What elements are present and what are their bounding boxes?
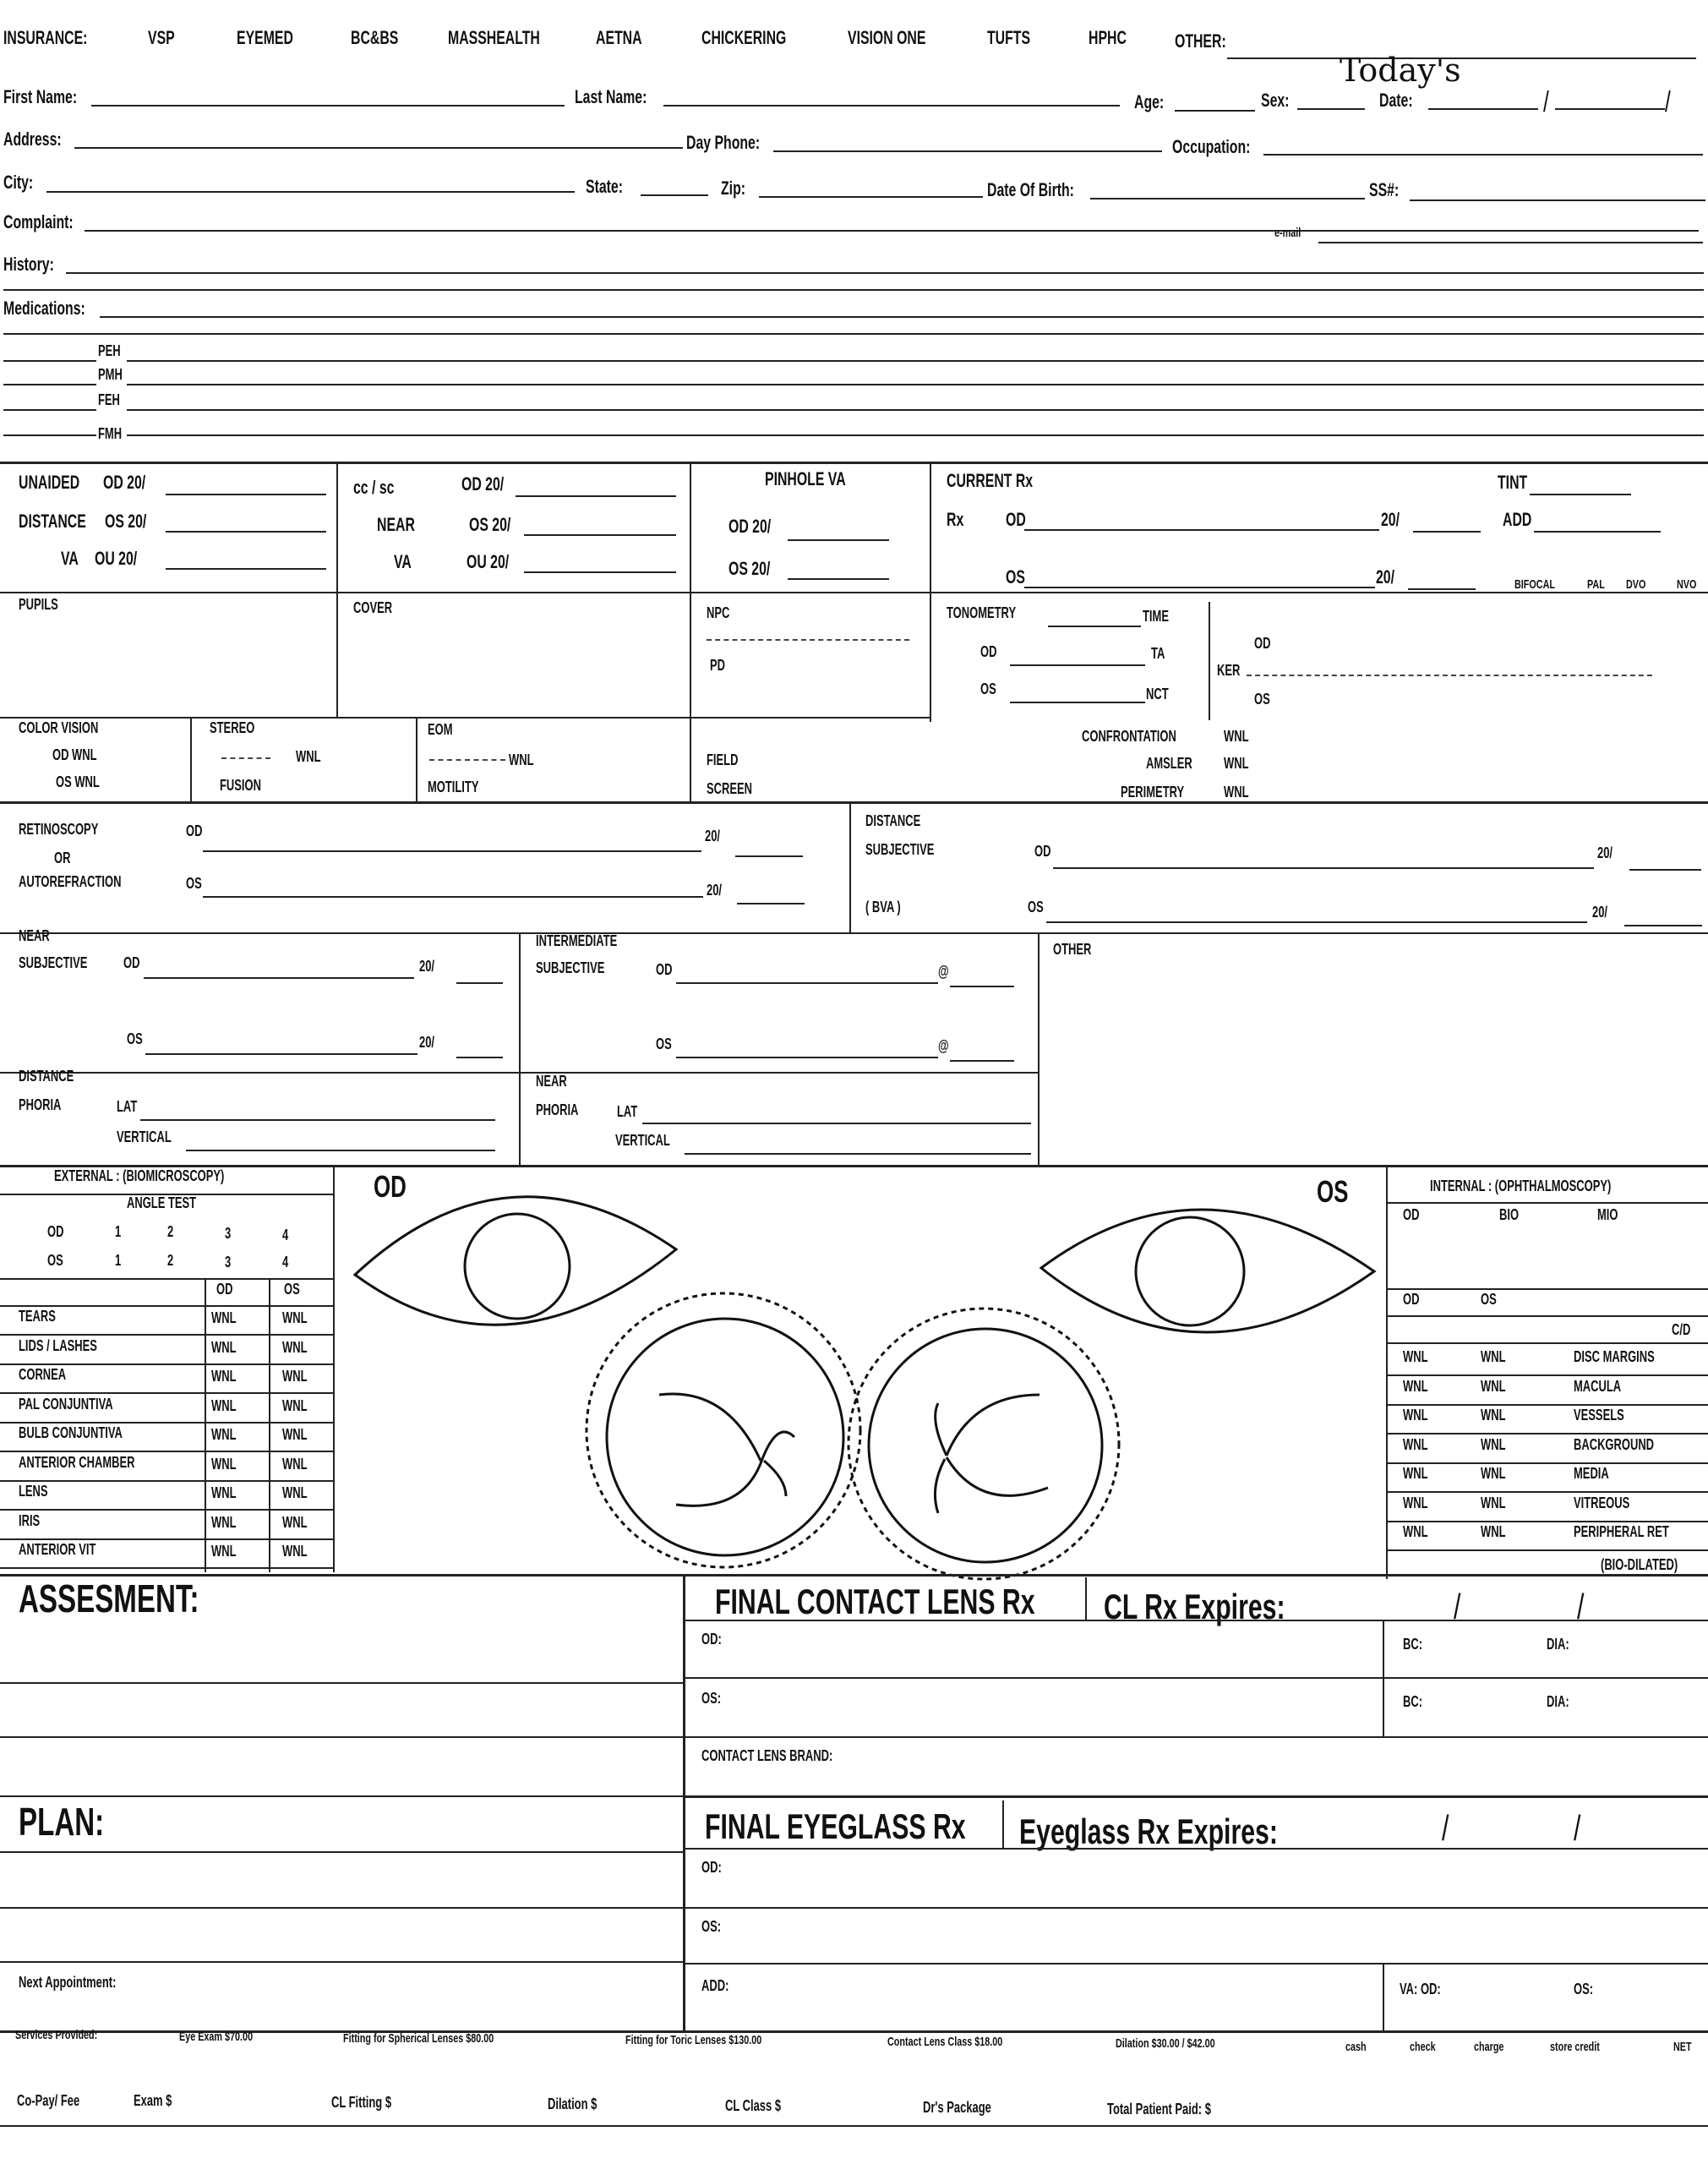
internal-os-wnl[interactable]: WNL [1481,1494,1506,1511]
angle-os-2[interactable]: 2 [167,1252,174,1269]
plan-line[interactable] [0,1851,683,1853]
external-os-wnl[interactable]: WNL [282,1368,308,1385]
ker-od-label: OD [1254,635,1271,652]
eye-expires-slash-1: / [1442,1808,1449,1848]
internal-os-wnl[interactable]: WNL [1481,1465,1506,1482]
motility-label: MOTILITY [428,779,479,795]
angle-od-2[interactable]: 2 [167,1223,174,1240]
service-fit-toric[interactable]: Fitting for Toric Lenses $130.00 [625,2033,762,2047]
unaided-os-label: OS 20/ [105,511,147,532]
payment-check[interactable]: check [1410,2040,1436,2054]
add-label: ADD [1503,509,1532,530]
internal-mio-col: MIO [1597,1206,1618,1223]
dilation-fee-label[interactable]: Dilation $ [548,2096,598,2112]
cl-line[interactable] [683,1736,1708,1738]
cl-os-dia-label: DIA: [1547,1693,1569,1710]
os-fundus-outer [849,1309,1119,1579]
eom-label: EOM [428,721,453,738]
eye-os-label: OS: [701,1918,722,1935]
os-fundus-inner [869,1329,1102,1562]
cl-brand-label: CONTACT LENS BRAND: [701,1747,833,1764]
internal-os-wnl[interactable]: WNL [1481,1348,1506,1365]
cl-expires-slash-1: / [1454,1587,1461,1626]
angle-os-4[interactable]: 4 [282,1254,289,1271]
insurer-aetna[interactable]: AETNA [596,27,642,48]
insurer-eyemed[interactable]: EYEMED [237,27,293,48]
internal-title: INTERNAL : (OPHTHALMOSCOPY) [1430,1178,1612,1194]
tint-label: TINT [1498,472,1528,493]
npc-label: NPC [707,604,730,621]
near-os-label: OS 20/ [469,514,511,535]
current-od-label: OD [1006,509,1026,530]
payment-charge[interactable]: charge [1474,2040,1504,2054]
amsler-label: AMSLER [1146,755,1192,772]
first-name-label: First Name: [3,86,78,107]
internal-os-wnl[interactable]: WNL [1481,1377,1506,1395]
va-label: VA [61,548,79,569]
angle-od-1[interactable]: 1 [115,1223,122,1240]
field-label: FIELD [707,751,739,768]
external-row-label: IRIS [19,1511,41,1529]
external-os-wnl[interactable]: WNL [282,1513,308,1531]
autorefraction-label: AUTOREFRACTION [19,873,122,890]
external-od-col: OD [216,1281,233,1298]
dist-subj-subjective-label: SUBJECTIVE [865,841,935,858]
email-label: e-mail [1274,226,1301,240]
internal-os-wnl[interactable]: WNL [1481,1435,1506,1453]
current-os-label: OS [1006,566,1025,587]
near-label: NEAR [377,514,415,535]
internal-row-label: VESSELS [1574,1407,1624,1424]
assessment-line[interactable] [0,1795,683,1797]
external-row-label: ANTERIOR VIT [19,1541,96,1558]
final-eyeglass-heading: FINAL EYEGLASS Rx [705,1806,966,1846]
eye-add-label: ADD: [701,1977,729,1994]
near-ou-label: OU 20/ [467,551,510,572]
exam-fee-label[interactable]: Exam $ [134,2092,172,2109]
cl-line[interactable] [683,1677,1708,1679]
service-dilation[interactable]: Dilation $30.00 / $42.00 [1116,2036,1215,2051]
internal-row-label: MACULA [1574,1377,1622,1395]
angle-test-label: ANGLE TEST [127,1194,197,1211]
stereo-wnl[interactable]: WNL [296,748,321,765]
os-eyelid-outline [1041,1210,1374,1332]
external-od-wnl[interactable]: WNL [211,1338,237,1356]
screen-label: SCREEN [707,780,753,797]
angle-od-3[interactable]: 3 [225,1225,232,1242]
external-os-wnl[interactable]: WNL [282,1455,308,1473]
internal-row-label: PERIPHERAL RET [1574,1523,1669,1540]
external-os-wnl[interactable]: WNL [282,1484,308,1501]
external-row-label: LIDS / LASHES [19,1336,97,1354]
near-subj-od-label: OD [123,954,140,971]
internal-od-head: OD [1403,1291,1420,1308]
external-row-label: ANTERIOR CHAMBER [19,1453,135,1471]
services-provided-label: Services Provided: [15,2028,98,2042]
external-os-wnl[interactable]: WNL [282,1309,308,1326]
city-label: City: [3,172,34,193]
ret-os-label: OS [186,875,202,892]
bio-dilated-label: (BIO-DILATED) [1601,1556,1678,1573]
insurance-label: INSURANCE: [3,27,88,48]
internal-os-wnl[interactable]: WNL [1481,1523,1506,1540]
date-label: Date: [1379,90,1413,111]
external-od-wnl[interactable]: WNL [211,1484,237,1501]
tono-od-label: OD [980,643,997,660]
day-phone-label: Day Phone: [686,132,761,153]
dist-subj-od-label: OD [1034,843,1051,860]
copay-label: Co-Pay/ Fee [17,2092,80,2109]
external-od-wnl[interactable]: WNL [211,1513,237,1531]
nvo-option[interactable]: NVO [1677,577,1697,592]
dist-vertical-label: VERTICAL [117,1128,172,1145]
cl-line[interactable] [683,1795,1708,1798]
od-fundus-outer [587,1293,860,1567]
color-vision-label: COLOR VISION [19,719,99,736]
next-appointment-label: Next Appointment: [19,1974,117,1991]
service-eye-exam[interactable]: Eye Exam $70.00 [179,2030,254,2044]
dob-label: Date Of Birth: [987,179,1074,200]
cl-od-bc-label: BC: [1403,1636,1423,1653]
medications-label: Medications: [3,298,85,319]
insurer-bcbs[interactable]: BC&BS [351,27,399,48]
current-os-20: 20/ [1376,566,1395,587]
or-label: OR [54,850,71,866]
internal-row-label: VITREOUS [1574,1494,1630,1511]
amsler-wnl[interactable]: WNL [1224,755,1249,772]
near-vertical-label: VERTICAL [615,1132,670,1149]
pinhole-label: PINHOLE VA [765,468,846,489]
external-od-wnl[interactable]: WNL [211,1426,237,1443]
ccsc-label: cc / sc [353,477,395,498]
unaided-od-label: OD 20/ [103,472,146,493]
od-vessels [659,1394,794,1506]
insurer-masshealth[interactable]: MASSHEALTH [448,27,540,48]
dist-phoria-label: PHORIA [19,1096,62,1113]
dist-lat-label: LAT [117,1098,138,1115]
external-od-wnl[interactable]: WNL [211,1543,237,1560]
internal-od-wnl[interactable]: WNL [1403,1494,1428,1511]
insurer-vision-one[interactable]: VISION ONE [848,27,926,48]
eyeglass-expires-label: Eyeglass Rx Expires: [1019,1812,1278,1851]
external-row-label: CORNEA [19,1366,67,1383]
bifocal-option[interactable]: BIFOCAL [1514,577,1556,592]
pinhole-os-label: OS 20/ [728,558,771,579]
dist-subj-os-label: OS [1028,899,1044,915]
pinhole-od-label: OD 20/ [728,516,772,537]
internal-od-wnl[interactable]: WNL [1403,1407,1428,1424]
insurer-vsp[interactable]: VSP [148,27,175,48]
cl-od-dia-label: DIA: [1547,1636,1569,1653]
internal-od-wnl[interactable]: WNL [1403,1377,1428,1395]
plan-heading: PLAN: [19,1800,105,1844]
perimetry-wnl[interactable]: WNL [1224,784,1249,801]
eye-va-os-label: OS: [1574,1981,1594,1997]
near-subj-od-20: 20/ [419,958,435,975]
assessment-bottom-border [0,2030,1708,2033]
assessment-top-border [0,1574,1708,1577]
internal-os-head: OS [1481,1291,1497,1308]
perimetry-label: PERIMETRY [1121,784,1185,801]
pal-option[interactable]: PAL [1587,577,1605,592]
pmh-label: PMH [98,366,123,383]
od-eyelid-outline [355,1197,676,1325]
near-subj-os-20: 20/ [419,1034,435,1051]
near-phoria-near-label: NEAR [536,1073,567,1090]
external-row-label: BULB CONJUNTIVA [19,1424,123,1441]
external-od-wnl[interactable]: WNL [211,1455,237,1473]
other-label: OTHER [1053,941,1092,958]
eye-line[interactable] [683,1907,1708,1909]
assessment-line[interactable] [0,1736,683,1738]
eye-va-divider [1383,1963,1384,2030]
cl-bc-divider [1383,1620,1384,1736]
fmh-label: FMH [98,425,123,442]
near-va-label: VA [394,551,412,572]
inter-subjective-label: SUBJECTIVE [536,959,605,976]
eye-expires-slash-2: / [1574,1808,1581,1848]
external-os-col: OS [284,1281,300,1298]
drawing-os-label: OS [1317,1174,1349,1209]
near-subj-os-label: OS [127,1030,143,1047]
assesment-heading: ASSESMENT: [19,1577,199,1620]
insurer-tufts[interactable]: TUFTS [987,27,1031,48]
tonometry-label: TONOMETRY [947,604,1017,621]
payment-cash[interactable]: cash [1345,2040,1367,2054]
cover-label: COVER [353,599,393,616]
unaided-ou-label: OU 20/ [95,548,138,569]
eye-heading-divider [1002,1801,1004,1848]
dvo-option[interactable]: DVO [1626,577,1646,592]
external-title: EXTERNAL : (BIOMICROSCOPY) [54,1167,225,1184]
sex-label: Sex: [1261,90,1290,111]
external-os-wnl[interactable]: WNL [282,1543,308,1560]
history-label: History: [3,254,54,275]
pd-label: PD [710,657,726,674]
cl-os-label: OS: [701,1690,722,1707]
handwritten-todays: Today's [1340,52,1461,89]
total-paid-label[interactable]: Total Patient Paid: $ [1107,2101,1211,2118]
date-slash-1: / [1543,86,1549,118]
cl-od-label: OD: [701,1631,722,1648]
cd-label: C/D [1672,1321,1691,1338]
near-od-label: OD 20/ [461,473,505,495]
external-os-wnl[interactable]: WNL [282,1338,308,1356]
external-row-label: LENS [19,1483,48,1500]
angle-os-1[interactable]: 1 [115,1252,122,1269]
internal-row-label: MEDIA [1574,1465,1609,1482]
fusion-label: FUSION [220,777,261,794]
drawing-od-label: OD [374,1169,407,1204]
inter-os-at: @ [938,1037,949,1054]
pupils-label: PUPILS [19,596,58,613]
dist-phoria-distance-label: DISTANCE [19,1068,74,1085]
external-od-wnl[interactable]: WNL [211,1396,237,1414]
external-os-wnl[interactable]: WNL [282,1396,308,1414]
ker-label: KER [1217,662,1241,679]
external-os-wnl[interactable]: WNL [282,1426,308,1443]
eye-line [683,1848,1708,1850]
peh-label: PEH [98,342,121,359]
external-od-wnl[interactable]: WNL [211,1368,237,1385]
occupation-label: Occupation: [1172,136,1251,157]
near-subj-near-label: NEAR [19,927,50,944]
internal-od-wnl[interactable]: WNL [1403,1523,1428,1540]
external-row-label: PAL CONJUNTIVA [19,1395,113,1413]
tono-os-label: OS [980,680,996,697]
payment-net[interactable]: NET [1673,2040,1692,2054]
age-label: Age: [1134,91,1165,112]
insurer-other[interactable]: OTHER: [1175,30,1226,52]
dist-subj-distance-label: DISTANCE [865,812,921,829]
cl-expires-slash-2: / [1577,1587,1585,1626]
nct-label: NCT [1146,686,1169,702]
dist-subj-od-20: 20/ [1597,844,1613,861]
insurer-hphc[interactable]: HPHC [1089,27,1127,48]
internal-od-wnl[interactable]: WNL [1403,1348,1428,1365]
inter-os-label: OS [656,1036,672,1052]
ss-label: SS#: [1369,179,1400,200]
zip-label: Zip: [721,178,746,199]
inter-od-at: @ [938,963,949,980]
ret-od-20: 20/ [705,828,721,844]
color-os-wnl[interactable]: OS WNL [56,773,100,790]
confrontation-label: CONFRONTATION [1082,728,1176,745]
stereo-label: STEREO [210,719,255,736]
last-name-label: Last Name: [575,86,647,107]
feh-label: FEH [98,391,120,408]
near-phoria-label: PHORIA [536,1101,579,1118]
drs-package-label[interactable]: Dr's Package [923,2099,991,2116]
intermediate-label: INTERMEDIATE [536,932,618,949]
final-cl-heading: FINAL CONTACT LENS Rx [715,1582,1035,1621]
cl-class-fee-label[interactable]: CL Class $ [725,2097,782,2114]
external-od-wnl[interactable]: WNL [211,1309,237,1326]
footer-bottom-line [0,2125,1708,2127]
angle-od-label: OD [47,1223,64,1240]
internal-od-wnl[interactable]: WNL [1403,1465,1428,1482]
insurer-chickering[interactable]: CHICKERING [701,27,787,48]
unaided-label: UNAIDED [19,472,80,493]
ret-od-label: OD [186,822,203,839]
ret-os-20: 20/ [707,882,723,899]
cl-line [683,1620,1708,1621]
inter-od-label: OD [656,961,673,978]
ker-os-label: OS [1254,691,1270,708]
complaint-label: Complaint: [3,211,74,232]
od-iris [465,1214,570,1319]
near-lat-label: LAT [617,1103,638,1120]
internal-row-label: DISC MARGINS [1574,1348,1655,1365]
internal-row-label: BACKGROUND [1574,1435,1655,1453]
ta-label: TA [1151,645,1165,662]
cl-fitting-fee-label[interactable]: CL Fitting $ [331,2094,392,2111]
time-label: TIME [1143,608,1169,625]
os-vessels [935,1395,1048,1513]
internal-bio-col: BIO [1499,1206,1520,1223]
cl-heading-divider [1085,1577,1087,1620]
angle-os-3[interactable]: 3 [225,1254,232,1271]
eye-line[interactable] [683,1963,1708,1965]
assessment-divider [683,1574,685,2030]
dist-subj-os-20: 20/ [1592,904,1608,921]
service-fit-spherical[interactable]: Fitting for Spherical Lenses $80.00 [343,2031,494,2046]
internal-os-wnl[interactable]: WNL [1481,1407,1506,1424]
current-rx-label: CURRENT Rx [947,470,1034,491]
eye-od-label: OD: [701,1859,722,1876]
od-fundus-inner [607,1319,843,1555]
bva-label: ( BVA ) [865,899,901,915]
external-row-label: TEARS [19,1308,56,1325]
service-cl-class[interactable]: Contact Lens Class $18.00 [887,2035,1003,2049]
angle-os-label: OS [47,1252,63,1269]
plan-line[interactable] [0,1907,683,1909]
assessment-line[interactable] [0,1682,683,1684]
cl-os-bc-label: BC: [1403,1693,1423,1710]
state-label: State: [586,176,624,197]
internal-od-col: OD [1403,1206,1420,1223]
internal-od-wnl[interactable]: WNL [1403,1435,1428,1453]
distance-label: DISTANCE [19,511,86,532]
address-label: Address: [3,128,62,150]
payment-store-credit[interactable]: store credit [1550,2040,1600,2054]
current-od-20: 20/ [1381,509,1400,530]
os-iris [1136,1217,1244,1325]
eye-va-od-label: VA: OD: [1400,1981,1441,1997]
date-slash-2: / [1665,86,1671,118]
cl-expires-label: CL Rx Expires: [1104,1587,1285,1626]
near-subj-subjective-label: SUBJECTIVE [19,954,88,971]
plan-line[interactable] [0,1961,683,1963]
rx-label: Rx [947,509,964,530]
retinoscopy-label: RETINOSCOPY [19,821,99,838]
confrontation-wnl[interactable]: WNL [1224,728,1249,745]
eom-wnl[interactable]: WNL [509,751,534,768]
color-od-wnl[interactable]: OD WNL [52,746,97,763]
angle-od-4[interactable]: 4 [282,1227,289,1243]
